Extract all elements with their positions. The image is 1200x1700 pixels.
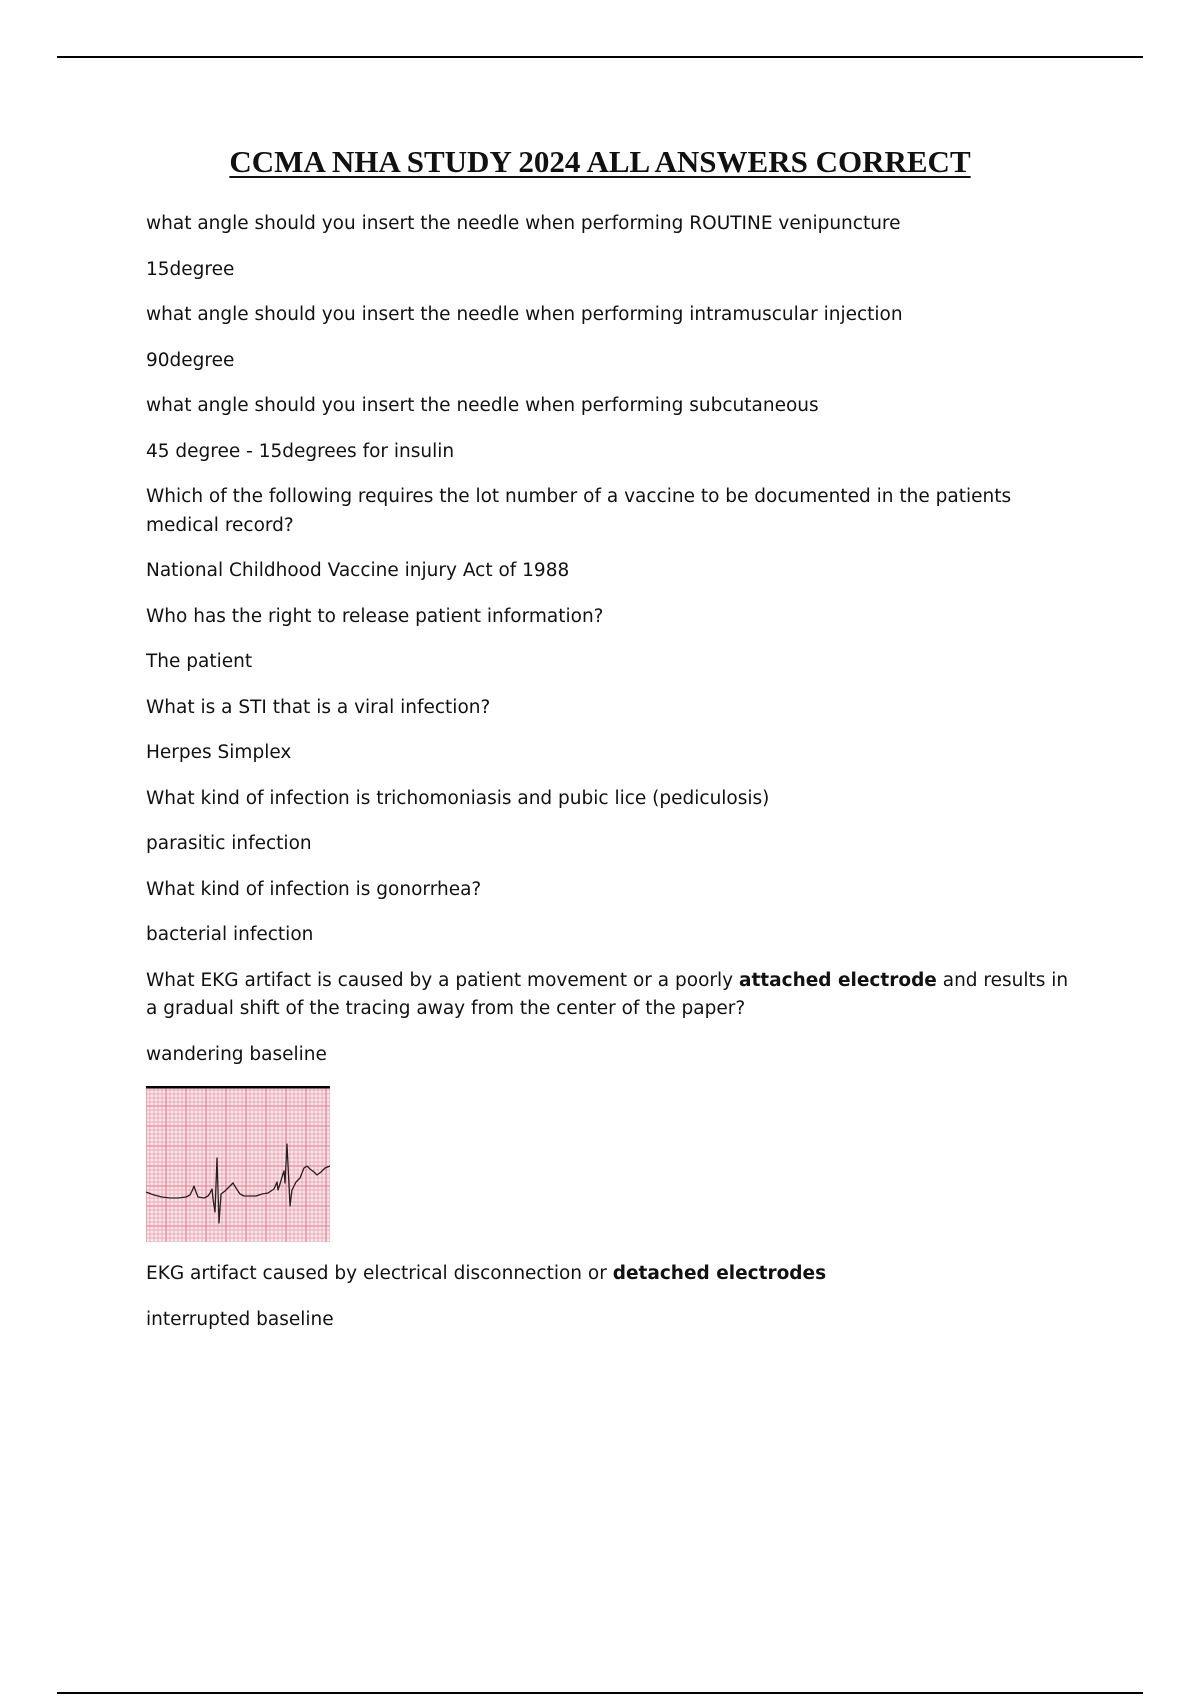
ekg-answer-wandering: wandering baseline — [146, 1043, 327, 1065]
header-rule — [57, 56, 1143, 58]
bold-term: attached electrode — [738, 969, 937, 991]
question-text: what angle should you insert the needle when performing intramuscular injection — [146, 304, 903, 325]
question-text: What kind of infection is trichomoniasis and pubic lice (pediculosis) — [146, 787, 770, 809]
answer-text: Herpes Simplex — [146, 742, 292, 763]
question-text: What kind of infection is gonorrhea? — [146, 878, 482, 900]
ekg-question-interrupted: EKG artifact caused by electrical disconnection or detached electrodes — [146, 1263, 827, 1284]
question-text: what angle should you insert the needle when performing ROUTINE venipuncture — [146, 213, 901, 234]
question-text: Who has the right to release patient information? — [146, 605, 604, 627]
bold-term: detached electrodes — [612, 1263, 827, 1284]
answer-text: 90degree — [146, 349, 235, 371]
ekg-answer-interrupted: interrupted baseline — [146, 1308, 334, 1330]
answer-text: 15degree — [146, 258, 235, 280]
footer-rule — [57, 1692, 1143, 1694]
answer-text: National Childhood Vaccine injury Act of 1988 — [146, 560, 570, 581]
ekg-question-wandering: What EKG artifact is caused by a patient movement or a poorly attached electrode and results in a gradual shift of the tracing away from the center of the paper? — [146, 969, 1069, 1019]
question-text: what angle should you insert the needle when performing subcutaneous — [146, 395, 819, 416]
document-title: CCMA NHA STUDY 2024 ALL ANSWERS CORRECT — [229, 144, 971, 179]
answer-text: bacterial infection — [146, 924, 314, 945]
question-text: Which of the following requires the lot number of a vaccine to be documented in the patients medical record? — [146, 486, 1012, 536]
answer-text: parasitic infection — [146, 833, 312, 854]
ekg-strip-image — [146, 1086, 330, 1242]
answer-text: 45 degree - 15degrees for insulin — [146, 440, 455, 462]
document-body — [146, 210, 1076, 1351]
question-text: What is a STI that is a viral infection? — [146, 696, 491, 718]
answer-text: The patient — [146, 651, 253, 672]
